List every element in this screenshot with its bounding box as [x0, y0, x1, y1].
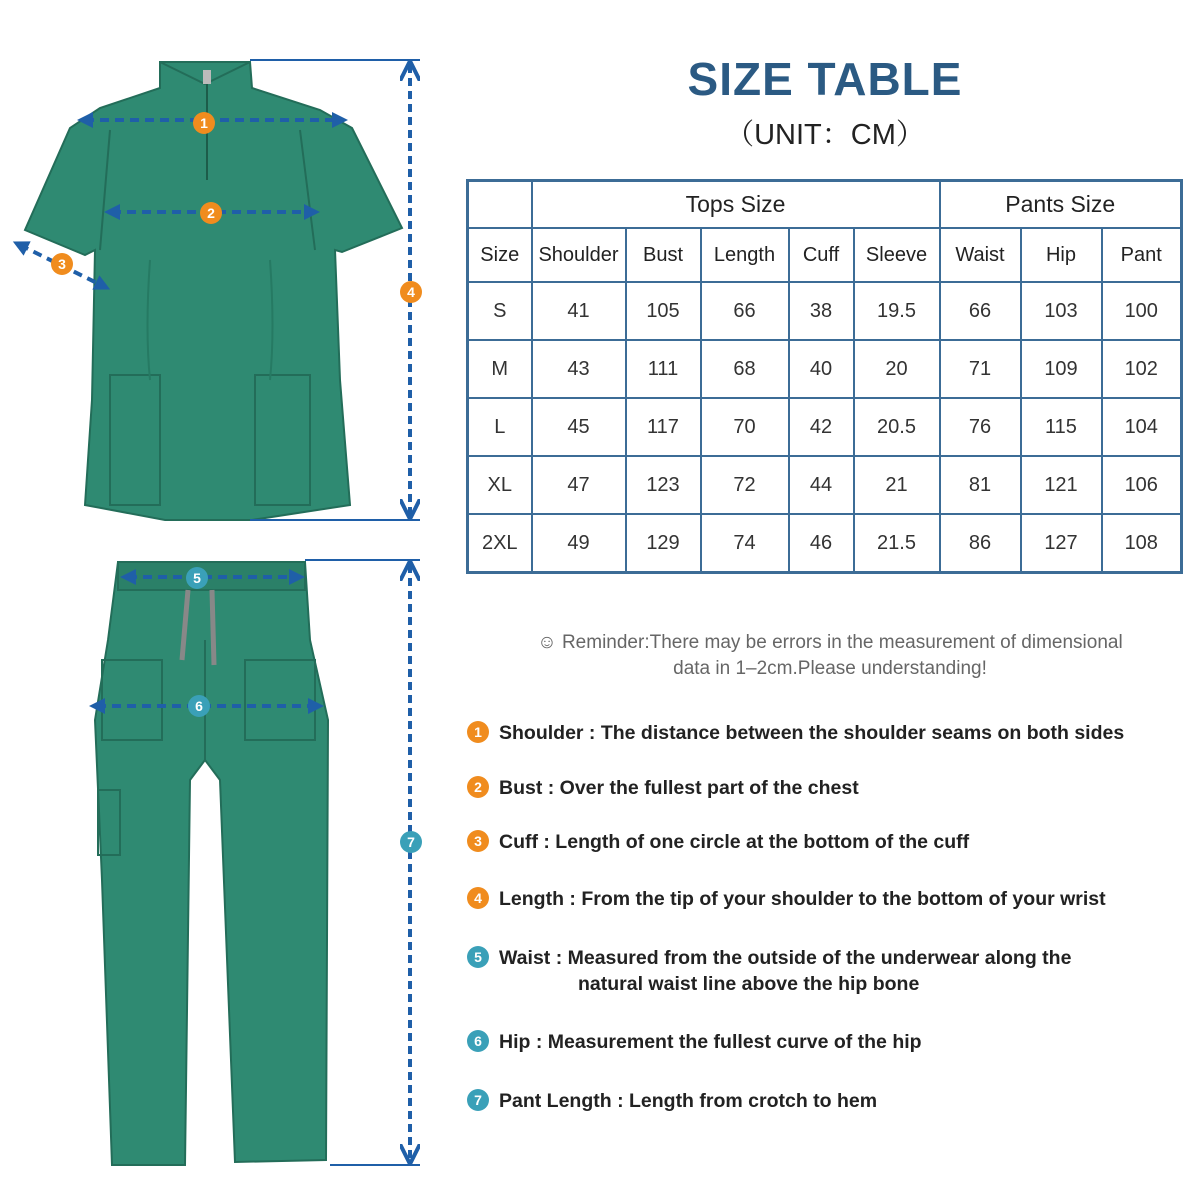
table-cell: 121 [1021, 456, 1102, 514]
table-cell: 66 [940, 282, 1021, 340]
unit-label: （UNIT：CM） [725, 119, 925, 151]
table-cell: 38 [789, 282, 854, 340]
table-cell: 47 [532, 456, 626, 514]
table-cell: M [468, 340, 532, 398]
marker-3 [51, 253, 73, 275]
table-cell: 115 [1021, 398, 1102, 456]
definition-text-continued: natural waist line above the hip bone [578, 973, 920, 995]
svg-text:7: 7 [407, 834, 415, 850]
table-row [468, 340, 1182, 398]
table-cell: 66 [701, 282, 789, 340]
definition-text: Bust : Over the fullest part of the chest [499, 777, 859, 799]
table-cell: S [468, 282, 532, 340]
definition-text: Waist : Measured from the outside of the underwear along the [499, 947, 1072, 969]
group-header-row [468, 181, 1182, 229]
group-header: Tops Size [532, 181, 940, 229]
svg-text:2: 2 [207, 205, 215, 221]
table-cell: 127 [1021, 514, 1102, 573]
column-header: Length [701, 228, 789, 282]
table-cell: 111 [626, 340, 701, 398]
table-cell: 70 [701, 398, 789, 456]
number-badge-icon: 4 [467, 887, 489, 909]
column-header: Sleeve [854, 228, 940, 282]
column-header: Cuff [789, 228, 854, 282]
reminder-note [490, 630, 1170, 682]
table-cell: XL [468, 456, 532, 514]
reminder-line-2: data in 1–2cm.Please understanding! [673, 658, 987, 679]
table-cell: 100 [1102, 282, 1182, 340]
column-header-row [468, 228, 1182, 282]
marker-6 [188, 695, 210, 717]
definition-item [467, 775, 859, 801]
number-badge-icon: 1 [467, 721, 489, 743]
table-cell: 81 [940, 456, 1021, 514]
column-header: Hip [1021, 228, 1102, 282]
group-header: Pants Size [940, 181, 1182, 229]
number-badge-icon: 5 [467, 946, 489, 968]
number-badge-icon: 7 [467, 1089, 489, 1111]
definition-item [467, 720, 1124, 746]
definition-item [467, 886, 1106, 912]
garment-illustration [0, 0, 440, 1200]
table-cell: 21 [854, 456, 940, 514]
svg-text:4: 4 [407, 284, 415, 300]
table-cell: 86 [940, 514, 1021, 573]
table-cell: 71 [940, 340, 1021, 398]
table-cell: 72 [701, 456, 789, 514]
table-cell: 102 [1102, 340, 1182, 398]
group-header [468, 181, 532, 229]
table-cell: 129 [626, 514, 701, 573]
table-cell: 20 [854, 340, 940, 398]
column-header: Bust [626, 228, 701, 282]
table-cell: 74 [701, 514, 789, 573]
table-cell: 45 [532, 398, 626, 456]
table-row [468, 456, 1182, 514]
page-title: SIZE TABLE [687, 53, 963, 105]
number-badge-icon: 2 [467, 776, 489, 798]
size-table [466, 179, 1183, 574]
table-cell: 42 [789, 398, 854, 456]
svg-text:6: 6 [195, 698, 203, 714]
marker-7 [400, 831, 422, 853]
definition-text: Hip : Measurement the fullest curve of the hip [499, 1031, 922, 1053]
table-cell: 21.5 [854, 514, 940, 573]
table-row [468, 514, 1182, 573]
svg-text:1: 1 [200, 115, 208, 131]
column-header: Size [468, 228, 532, 282]
definition-item [467, 1029, 922, 1055]
table-cell: 43 [532, 340, 626, 398]
column-header: Shoulder [532, 228, 626, 282]
table-cell: 19.5 [854, 282, 940, 340]
table-cell: 109 [1021, 340, 1102, 398]
definition-item [467, 1088, 877, 1114]
table-cell: 46 [789, 514, 854, 573]
number-badge-icon: 3 [467, 830, 489, 852]
table-row [468, 282, 1182, 340]
table-cell: 103 [1021, 282, 1102, 340]
definition-text: Length : From the tip of your shoulder to the bottom of your wrist [499, 888, 1106, 910]
table-row [468, 398, 1182, 456]
table-cell: 106 [1102, 456, 1182, 514]
smiley-icon: ☺ [537, 632, 557, 653]
definition-text: Cuff : Length of one circle at the bottom of the cuff [499, 831, 970, 853]
table-cell: 44 [789, 456, 854, 514]
table-cell: 104 [1102, 398, 1182, 456]
table-cell: 76 [940, 398, 1021, 456]
definition-text: Pant Length : Length from crotch to hem [499, 1090, 878, 1112]
table-cell: 20.5 [854, 398, 940, 456]
table-cell: L [468, 398, 532, 456]
marker-4 [400, 281, 422, 303]
table-cell: 40 [789, 340, 854, 398]
column-header: Pant [1102, 228, 1182, 282]
svg-text:3: 3 [58, 256, 66, 272]
marker-1 [193, 112, 215, 134]
column-header: Waist [940, 228, 1021, 282]
svg-text:5: 5 [193, 570, 201, 586]
scrub-top-icon [25, 62, 402, 520]
definition-text: Shoulder : The distance between the shoulder seams on both sides [499, 722, 1125, 744]
marker-2 [200, 202, 222, 224]
definition-item [467, 829, 969, 855]
table-cell: 49 [532, 514, 626, 573]
reminder-line-1: Reminder:There may be errors in the measurement of dimensional [561, 632, 1123, 653]
number-badge-icon: 6 [467, 1030, 489, 1052]
scrub-pants-icon [95, 562, 328, 1165]
table-cell: 108 [1102, 514, 1182, 573]
table-cell: 105 [626, 282, 701, 340]
definition-item [467, 945, 1071, 997]
table-cell: 41 [532, 282, 626, 340]
table-cell: 2XL [468, 514, 532, 573]
table-cell: 68 [701, 340, 789, 398]
marker-5 [186, 567, 208, 589]
table-cell: 123 [626, 456, 701, 514]
table-cell: 117 [626, 398, 701, 456]
